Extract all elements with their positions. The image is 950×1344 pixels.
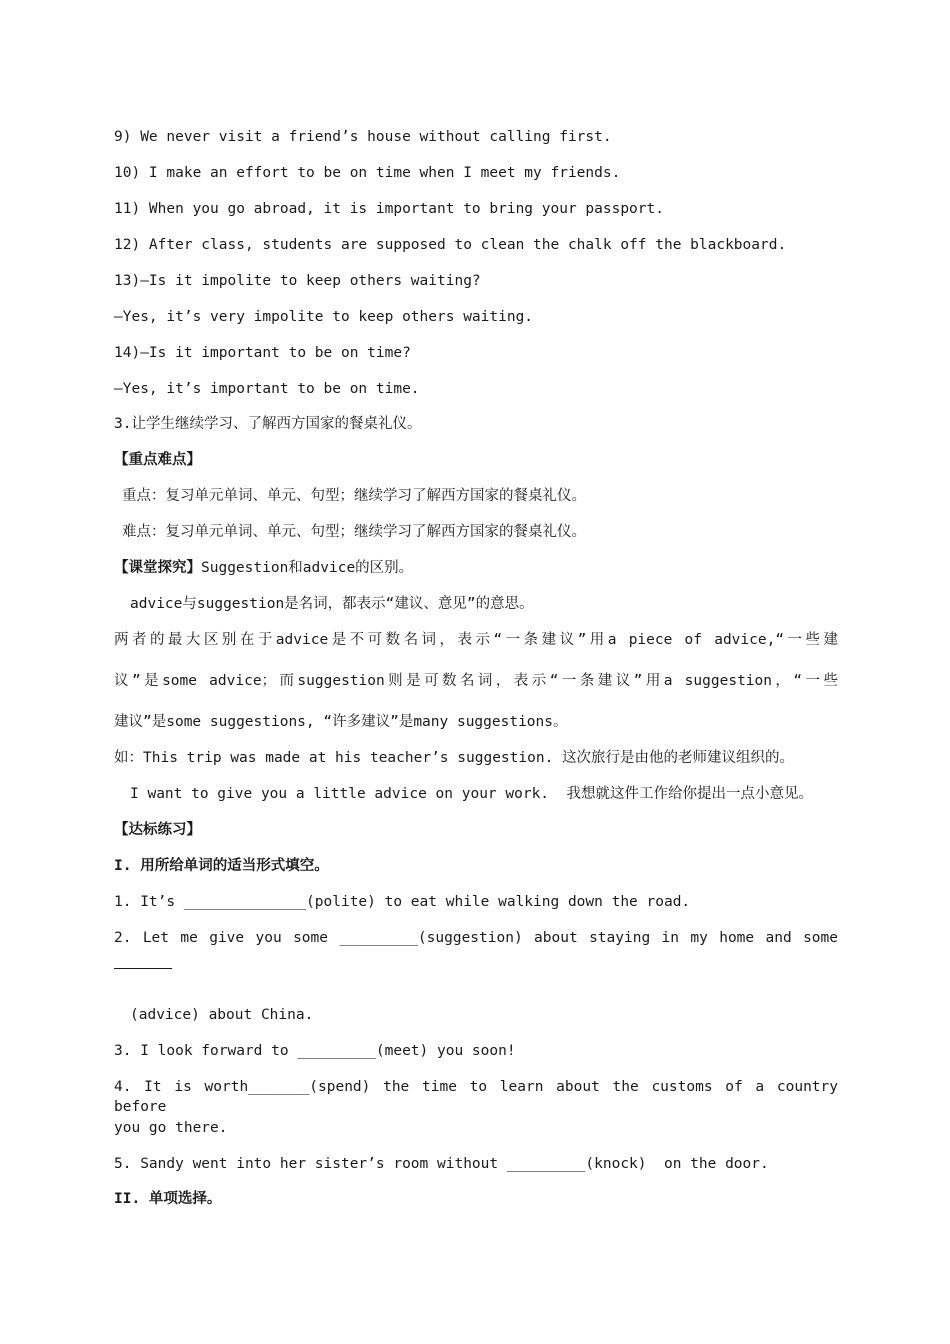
focus-point: 重点：复习单元单词、单元、句型；继续学习了解西方国家的餐桌礼仪。: [122, 488, 586, 504]
section-1-title: I. 用所给单词的适当形式填空。: [114, 858, 329, 874]
question-4-continued: you go there.: [114, 1120, 228, 1136]
example-sentence-14-question: 14)—Is it important to be on time?: [114, 345, 411, 361]
difficulty-point: 难点：复习单元单词、单元、句型；继续学习了解西方国家的餐桌礼仪。: [122, 524, 586, 540]
key-points-heading: 【重点难点】: [114, 452, 201, 468]
question-5: 5. Sandy went into her sister’s room without _________(knock) on the door.: [114, 1156, 769, 1172]
question-1: 1. It’s ______________(polite) to eat while walking down the road.: [114, 894, 691, 910]
example-sentence-9: 9) We never visit a friend’s house without calling first.: [114, 129, 612, 145]
example-sentence-13-answer: —Yes, it’s very impolite to keep others waiting.: [114, 309, 534, 325]
question-4: 4. It is worth_______(spend) the time to learn about the customs of a country before: [114, 1079, 838, 1115]
question-2-answer-blank: [114, 968, 172, 969]
example-sentence-13-question: 13)—Is it impolite to keep others waiting?: [114, 273, 481, 289]
explore-paragraph-1: advice与suggestion是名词，都表示“建议、意见”的意思。: [130, 596, 534, 612]
practice-heading: 【达标练习】: [114, 822, 201, 838]
example-sentence-12: 12) After class, students are supposed to clean the chalk off the blackboard.: [114, 237, 787, 253]
example-sentence-10: 10) I make an effort to be on time when I meet my friends.: [114, 165, 621, 181]
example-sentence-11: 11) When you go abroad, it is important to bring your passport.: [114, 201, 664, 217]
objective-3: 3.让学生继续学习、了解西方国家的餐桌礼仪。: [114, 416, 422, 432]
explore-example-2: I want to give you a little advice on your work. 我想就这件工作给你提出一点小意见。: [130, 786, 813, 802]
explore-heading-text: Suggestion和advice的区别。: [201, 560, 414, 576]
section-2-title: II. 单项选择。: [114, 1191, 222, 1207]
explore-paragraph-2-line-1: 两者的最大区别在于advice是不可数名词，表示“一条建议”用a piece of advice,“一些建: [114, 632, 838, 648]
question-3: 3. I look forward to _________(meet) you soon!: [114, 1043, 516, 1059]
explore-heading-line: [114, 558, 838, 578]
explore-paragraph-2-line-2: 议”是some advice；而suggestion则是可数名词，表示“一条建议”用a suggestion，“一些: [114, 673, 838, 689]
example-sentence-14-answer: —Yes, it’s important to be on time.: [114, 381, 420, 397]
explore-paragraph-2-line-3: 建议”是some suggestions, “许多建议”是many suggestions。: [114, 714, 568, 730]
explore-heading: 【课堂探究】: [114, 560, 201, 576]
question-2: 2. Let me give you some _________(suggestion) about staying in my home and some: [114, 930, 838, 946]
explore-example-1: 如：This trip was made at his teacher’s suggestion. 这次旅行是由他的老师建议组织的。: [114, 750, 795, 766]
question-2-continued: (advice) about China.: [130, 1007, 314, 1023]
